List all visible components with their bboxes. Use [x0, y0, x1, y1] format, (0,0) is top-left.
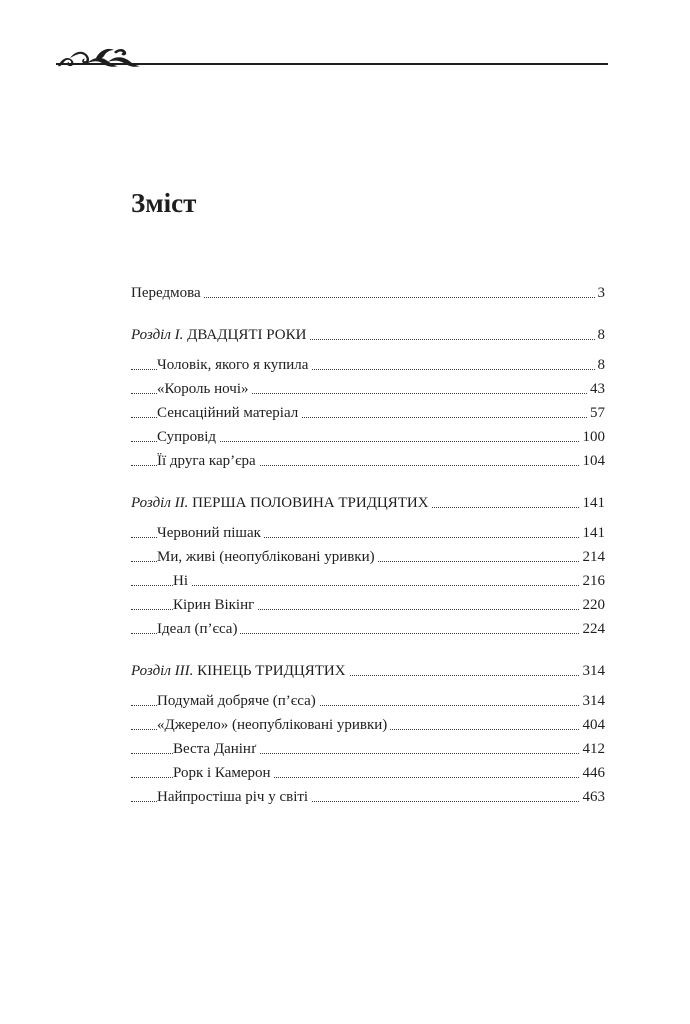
- flourish-ornament-icon: [56, 44, 140, 70]
- toc-entry-title: Чоловік, якого я купила: [157, 357, 309, 373]
- toc-entry-title: Ідеал (п’єса): [157, 621, 238, 637]
- toc-page-number: 8: [595, 353, 606, 377]
- toc-entry-label: [131, 327, 309, 343]
- toc-section-entry: [131, 659, 605, 683]
- toc-page-number: 43: [587, 377, 605, 401]
- toc-section-number: Розділ III.: [131, 663, 194, 679]
- toc-entry: [131, 713, 605, 737]
- toc-page-number: 314: [580, 659, 606, 683]
- toc-page-number: 463: [580, 785, 606, 809]
- toc-entry-title: КІНЕЦЬ ТРИДЦЯТИХ: [193, 663, 346, 679]
- toc-entry-title: Рорк і Камерон: [173, 765, 271, 781]
- toc-entry-label: [131, 663, 349, 679]
- toc-entry-title: Її друга кар’єра: [157, 453, 256, 469]
- toc-entry: [131, 521, 605, 545]
- toc-page-number: 216: [580, 569, 606, 593]
- toc-page-number: 214: [580, 545, 606, 569]
- toc-entry-label: [157, 525, 264, 541]
- toc-entry: [131, 569, 605, 593]
- toc-page-number: 224: [580, 617, 606, 641]
- toc-page-number: 141: [580, 521, 606, 545]
- toc-entry: [131, 401, 605, 425]
- toc-entry: [131, 281, 605, 305]
- toc-entry-label: [157, 429, 219, 445]
- toc-entry-title: Передмова: [131, 285, 201, 301]
- toc-entry-label: [157, 621, 240, 637]
- toc-page-number: 404: [580, 713, 606, 737]
- toc-entry-title: Кірин Вікінг: [173, 597, 255, 613]
- toc-entry-label: [173, 573, 191, 589]
- toc-section-entry: [131, 491, 605, 515]
- toc-entry-title: ПЕРША ПОЛОВИНА ТРИДЦЯТИХ: [188, 495, 429, 511]
- toc-entry: [131, 785, 605, 809]
- toc-entry: [131, 545, 605, 569]
- toc-entry-title: Червоний пішак: [157, 525, 261, 541]
- toc-entry: [131, 761, 605, 785]
- toc-entry-title: ДВАДЦЯТІ РОКИ: [183, 327, 307, 343]
- toc-page-number: 8: [595, 323, 606, 347]
- toc-entry-label: [157, 693, 319, 709]
- toc-page-number: 220: [580, 593, 606, 617]
- toc-entry-title: «Король ночі»: [157, 381, 249, 397]
- toc-entry: [131, 449, 605, 473]
- page-title: Зміст: [131, 188, 197, 218]
- toc-entry: [131, 593, 605, 617]
- toc-section-number: Розділ II.: [131, 495, 189, 511]
- toc-page-number: 412: [580, 737, 606, 761]
- toc-page-number: 104: [580, 449, 606, 473]
- toc-entry-title: Подумай добряче (п’єса): [157, 693, 316, 709]
- toc-entry: [131, 425, 605, 449]
- toc-entry: [131, 377, 605, 401]
- toc-dot-leader: [131, 585, 605, 586]
- toc-entry-title: Ні: [173, 573, 188, 589]
- table-of-contents: [131, 281, 605, 809]
- toc-entry-label: [157, 789, 311, 805]
- toc-entry: [131, 617, 605, 641]
- toc-entry: [131, 353, 605, 377]
- toc-entry-label: [157, 549, 378, 565]
- toc-page-number: 446: [580, 761, 606, 785]
- toc-entry-label: [157, 405, 301, 421]
- toc-entry-label: [173, 765, 274, 781]
- toc-entry-title: Супровід: [157, 429, 217, 445]
- toc-entry-label: [173, 741, 259, 757]
- toc-entry-label: [157, 717, 390, 733]
- toc-page-number: 3: [595, 281, 606, 305]
- header-rule: [56, 63, 608, 65]
- toc-entry-label: [157, 453, 259, 469]
- toc-entry-title: «Джерело» (неопубліковані уривки): [157, 717, 388, 733]
- toc-entry-label: [157, 381, 252, 397]
- toc-page-number: 314: [580, 689, 606, 713]
- toc-page-number: 141: [580, 491, 606, 515]
- toc-entry-title: Сенсаційний матеріал: [157, 405, 299, 421]
- toc-entry-title: Ми, живі (неопубліковані уривки): [157, 549, 375, 565]
- toc-entry-label: [173, 597, 257, 613]
- toc-entry: [131, 737, 605, 761]
- toc-page-number: 57: [587, 401, 605, 425]
- toc-entry-title: Найпростіша річ у світі: [157, 789, 309, 805]
- toc-section-number: Розділ I.: [131, 327, 184, 343]
- page-header: [56, 40, 608, 80]
- toc-entry-label: [157, 357, 311, 373]
- toc-section-entry: [131, 323, 605, 347]
- toc-entry: [131, 689, 605, 713]
- toc-page-number: 100: [580, 425, 606, 449]
- toc-entry-title: Веста Данінґ: [173, 741, 257, 757]
- toc-entry-label: [131, 285, 204, 301]
- toc-entry-label: [131, 495, 432, 511]
